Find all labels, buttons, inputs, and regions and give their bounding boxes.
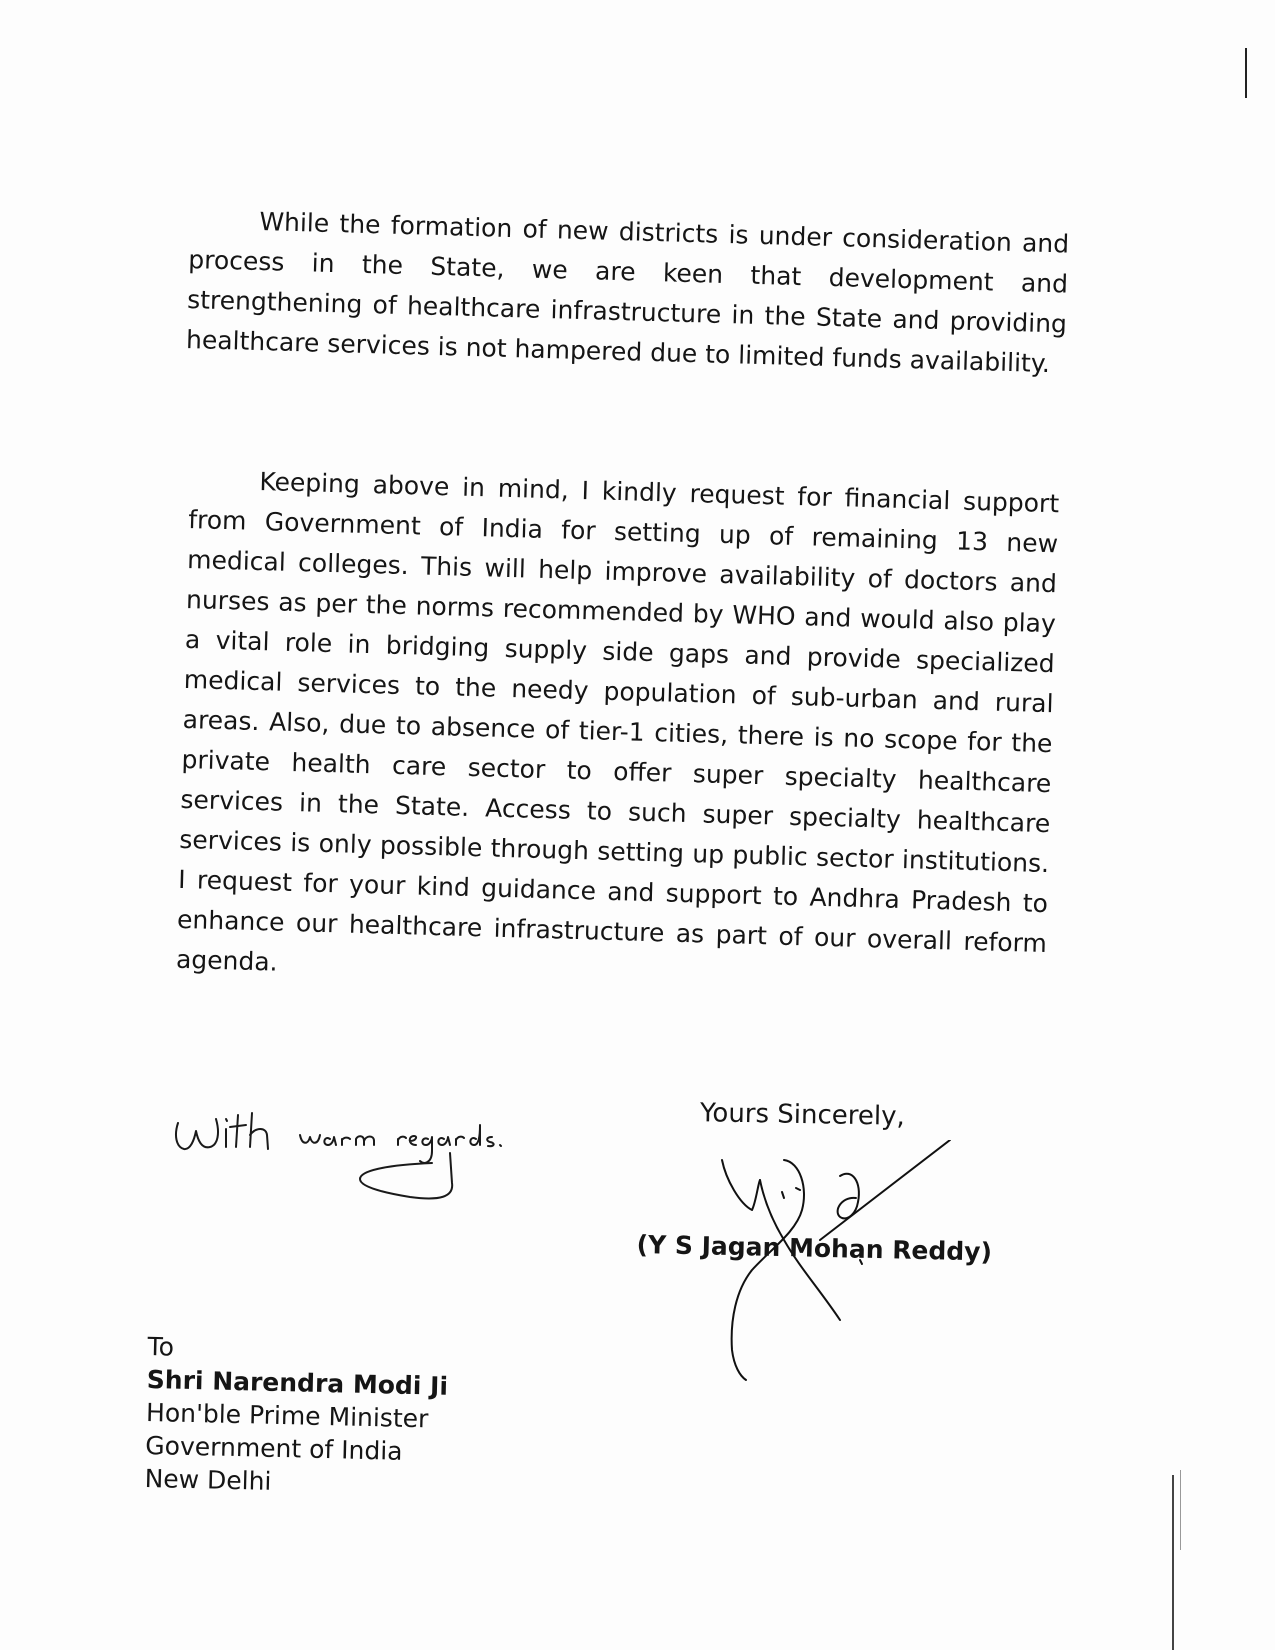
handwritten-regards bbox=[170, 1105, 570, 1225]
handwritten-regards-drawing bbox=[170, 1105, 570, 1225]
signatory-name: (Y S Jagan Mohan Reddy) bbox=[636, 1230, 993, 1267]
scan-edge-mark bbox=[1172, 1475, 1174, 1650]
closing-salutation: Yours Sincerely, bbox=[699, 1098, 906, 1132]
letter-paragraph-1: While the formation of new districts is under consideration and process in the State, we are keen that development and strengthening of healthcare infrastructure in the State and providing healthcare services is not hampered due to limited funds availability. bbox=[185, 206, 1070, 379]
signature bbox=[700, 1140, 1000, 1400]
recipient-address bbox=[144, 1330, 449, 1502]
recipient-organization: Government of India bbox=[145, 1430, 403, 1466]
recipient-designation: Hon'ble Prime Minister bbox=[145, 1397, 429, 1434]
recipient-city: New Delhi bbox=[144, 1463, 272, 1496]
recipient-name: Shri Narendra Modi Ji bbox=[146, 1364, 449, 1401]
scan-edge-mark bbox=[1180, 1470, 1181, 1550]
to-label: To bbox=[147, 1331, 175, 1362]
scan-edge-mark bbox=[1245, 48, 1247, 98]
signature-drawing bbox=[700, 1140, 1000, 1400]
letter-paragraph-2: Keeping above in mind, I kindly request for financial support from Government of India for setting up of remaining 13 new medical colleges. This will help improve availability of doctors and nurses as per the norms recommended by WHO and would also play a vital role in bridging supply side gaps and provide specialized medical services to the needy population of sub-urban and rural areas. Also, due to absence of tier-1 cities, there is no scope for the private health care sector to offer super specialty healthcare services in the State. Access to such super specialty healthcare services is only possible through setting up public sector institutions. I request for your kind guidance and support to Andhra Pradesh to enhance our healthcare infrastructure as part of our overall reform agenda. bbox=[175, 466, 1060, 977]
